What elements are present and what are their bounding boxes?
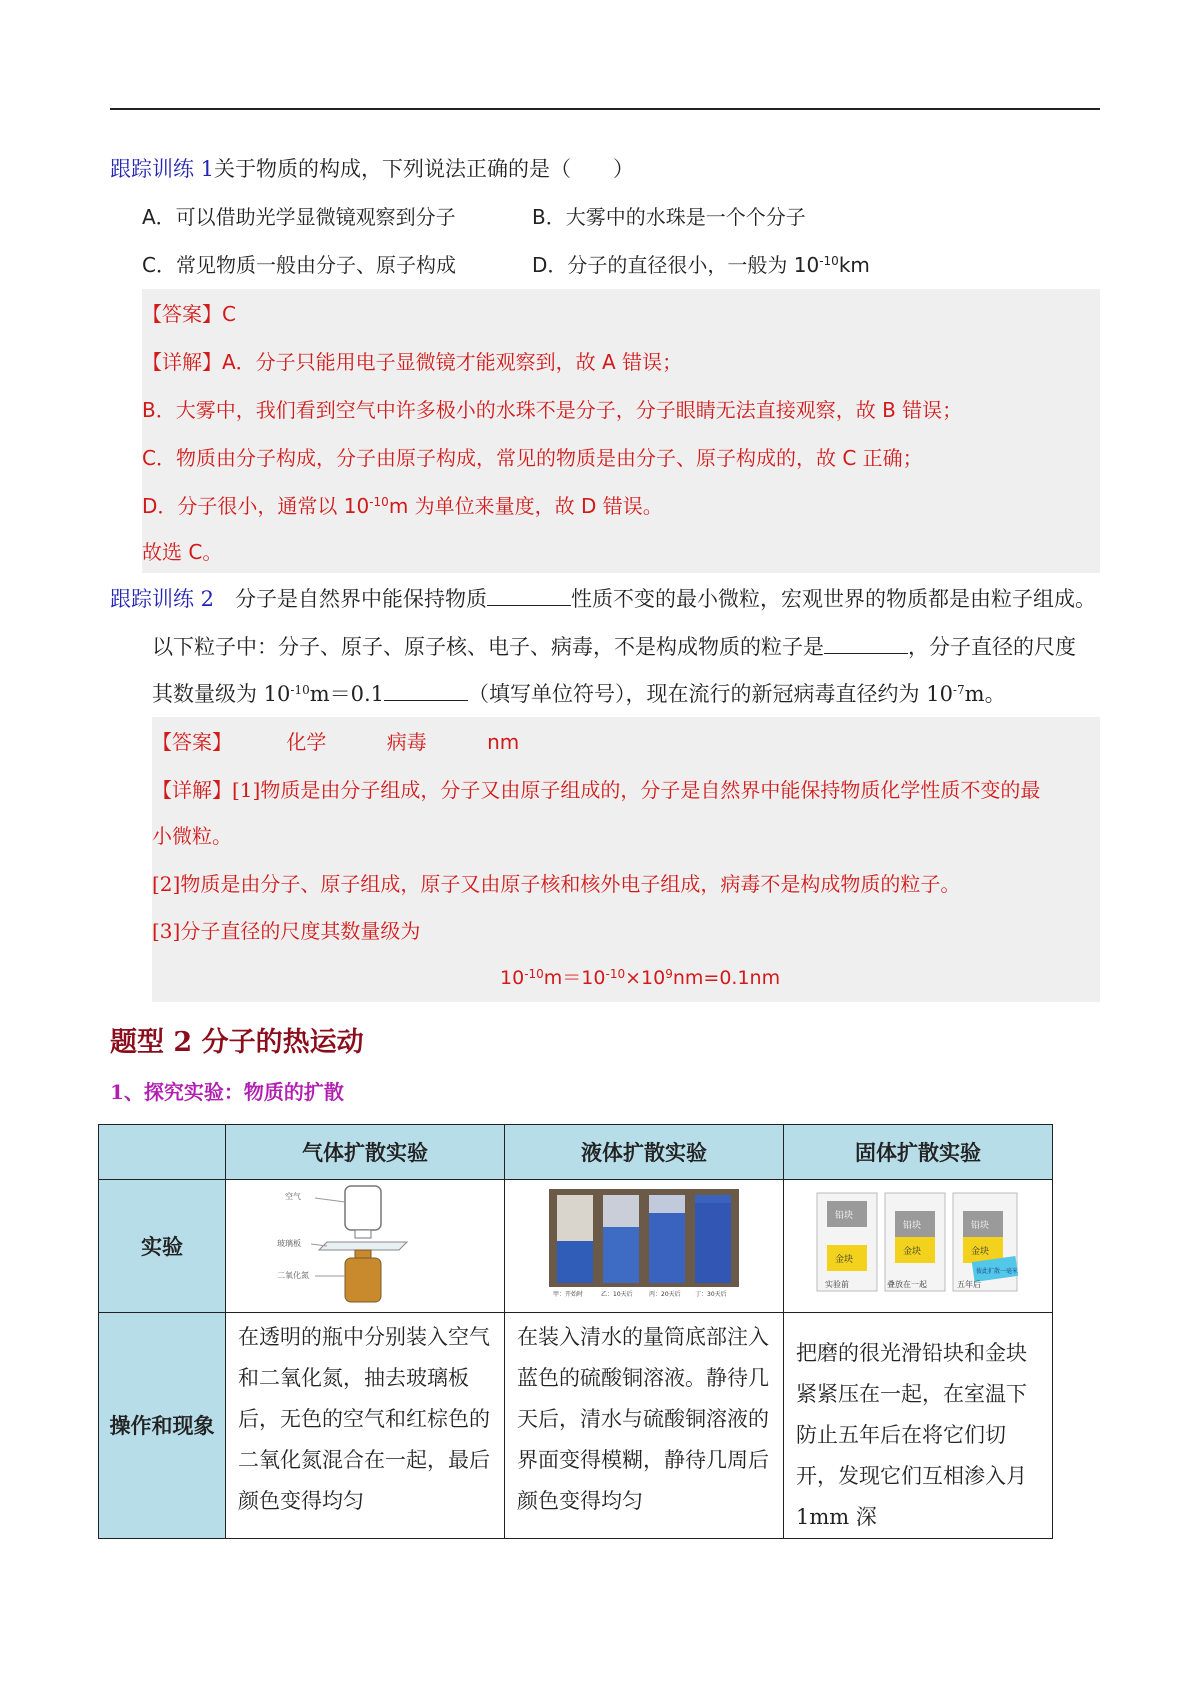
exp-d-exponent: -10 [369, 495, 389, 509]
explanation-2-c: [3]分子直径的尺度其数量级为 [152, 919, 421, 943]
lower-neck [355, 1250, 371, 1258]
explanation-2-a-cont: 小微粒。 [152, 824, 232, 848]
q2-text-d: ，分子直径的尺度 [908, 635, 1076, 659]
solid-experiment-image [784, 1180, 1053, 1313]
table-header-solid: 固体扩散实验 [784, 1125, 1053, 1180]
table-header-gas: 气体扩散实验 [226, 1125, 505, 1180]
explanation-2-b: [2]物质是由分子、原子组成，原子又由原子核和核外电子组成，病毒不是构成物质的粒子。 [152, 872, 961, 896]
option-d [532, 251, 870, 279]
exercise-2-line-1 [110, 585, 1096, 613]
upper-neck [355, 1230, 371, 1238]
gas-description: 在透明的瓶中分别装入空气和二氧化氮，抽去玻璃板后，无色的空气和红棕色的二氧化氮混合在一起，最后颜色变得均匀 [226, 1313, 505, 1539]
formula-exp-1: -10 [524, 967, 544, 981]
q2-text-e: 其数量级为 10 [152, 682, 291, 706]
lead-label-2: 铅块 [903, 1221, 922, 1231]
table-row-experiment [99, 1180, 1053, 1313]
option-c: C．常见物质一般由分子、原子构成 [142, 253, 456, 277]
exercise-2-label: 跟踪训练 2 [110, 587, 215, 611]
exercise-1-question [110, 155, 634, 183]
gold-label-1: 金块 [835, 1255, 854, 1265]
cylinder-4-liquid [695, 1203, 731, 1283]
formula-d: nm=0.1nm [672, 967, 781, 989]
row-label-operation: 操作和现象 [99, 1313, 226, 1539]
lead-label-3: 铅块 [971, 1221, 990, 1231]
explanation-1-a: 【详解】A．分子只能用电子显微镜才能观察到，故 A 错误； [142, 350, 683, 374]
q2-text-b: 性质不变的最小微粒，宏观世界的物质都是由粒子组成。 [571, 587, 1097, 611]
formula [500, 964, 780, 992]
answer-2-label: 【答案】 [152, 730, 232, 754]
gas-bottle-diagram [275, 1184, 455, 1304]
lead-label-1: 铅块 [835, 1211, 854, 1221]
caption-before: 实验前 [825, 1280, 849, 1289]
liquid-cylinders-photo [549, 1189, 739, 1299]
answer-box-2 [152, 717, 1100, 1002]
option-d-text: D．分子的直径很小，一般为 10 [532, 253, 820, 277]
formula-exp-3: 9 [665, 967, 673, 981]
formula-c: ×10 [625, 967, 666, 989]
option-a: A．可以借助光学显微镜观察到分子 [142, 205, 456, 229]
solid-blocks-diagram [813, 1189, 1023, 1299]
formula-exp-2: -10 [605, 967, 626, 981]
answer-2 [152, 728, 519, 756]
explanation-2-a: 【详解】[1]物质是由分子组成，分子又由原子组成的，分子是自然界中能保持物质化学性质不变的最 [152, 778, 1041, 802]
section-title: 题型 2 分子的热运动 [110, 1027, 364, 1058]
option-d-unit: km [838, 253, 870, 277]
q2-text-f: m＝0.1 [309, 682, 385, 706]
answer-2-value-1: 化学 [286, 730, 327, 754]
caption-stacked: 叠放在一起 [887, 1280, 927, 1289]
solid-description: 把磨的很光滑铅块和金块紧紧压在一起，在室温下防止五年后在将它们切开，发现它们互相渗入月 1mm 深 [784, 1313, 1053, 1539]
caption-after: 五年后 [957, 1280, 981, 1289]
caption-4: 丁：30天后 [695, 1291, 727, 1298]
label-no2: 二氧化氮 [277, 1271, 309, 1280]
glass-plate [319, 1242, 407, 1250]
explanation-1-b: B．大雾中，我们看到空气中许多极小的水珠不是分子，分子眼睛无法直接观察，故 B 错误； [142, 398, 963, 422]
answer-blank-2[interactable] [824, 633, 908, 654]
gas-experiment-image [226, 1180, 505, 1313]
cylinder-1-liquid [557, 1241, 593, 1283]
q2-exponent-1: -10 [290, 683, 310, 697]
answer-2-value-3: nm [487, 730, 520, 754]
label-plate: 玻璃板 [277, 1239, 301, 1248]
answer-blank-1[interactable] [487, 585, 571, 606]
lower-bottle [345, 1258, 381, 1302]
table-row-operation [99, 1313, 1053, 1539]
caption-3: 丙：20天后 [649, 1291, 681, 1298]
gold-label-3: 金块 [971, 1247, 990, 1257]
liquid-experiment-image [505, 1180, 784, 1313]
leader-air [315, 1198, 345, 1202]
q2-text-c: 以下粒子中：分子、原子、原子核、电子、病毒，不是构成物质的粒子是 [152, 635, 824, 659]
answer-2-value-2: 病毒 [386, 730, 427, 754]
callout-text: 彼此扩散一毫米 [976, 1268, 1019, 1275]
explanation-1-c: C．物质由分子构成，分子由原子构成，常见的物质是由分子、原子构成的，故 C 正确； [142, 446, 923, 470]
exercise-2-line-3 [152, 680, 1006, 708]
explanation-1-d [142, 492, 663, 520]
cylinder-3-liquid [649, 1213, 685, 1283]
header-rule [110, 108, 1100, 110]
answer-1: 【答案】C [142, 302, 236, 326]
gold-label-2: 金块 [903, 1247, 922, 1257]
q2-exponent-2: -7 [952, 683, 965, 697]
exercise-2-line-2 [152, 633, 1076, 661]
diffusion-table [98, 1124, 1053, 1539]
explanation-1-conclusion: 故选 C。 [142, 540, 223, 564]
caption-2: 乙：10天后 [601, 1291, 633, 1298]
option-d-exponent: -10 [819, 254, 839, 268]
exp-d-rest: m 为单位来量度，故 D 错误。 [388, 494, 663, 518]
q2-text-a: 分子是自然界中能保持物质 [235, 587, 488, 611]
row-label-experiment: 实验 [99, 1180, 226, 1313]
question-text: 关于物质的构成，下列说法正确的是（ ） [214, 157, 635, 181]
q2-text-g: （填写单位符号），现在流行的新冠病毒直径约为 10 [468, 682, 953, 706]
liquid-description: 在装入清水的量筒底部注入蓝色的硫酸铜溶液。静待几天后，清水与硫酸铜溶液的界面变得模糊，静待几周后颜色变得均匀 [505, 1313, 784, 1539]
cylinder-2-liquid [603, 1227, 639, 1283]
table-header-liquid: 液体扩散实验 [505, 1125, 784, 1180]
answer-blank-3[interactable] [384, 680, 468, 701]
label-air: 空气 [285, 1192, 301, 1201]
exp-d-text: D．分子很小，通常以 10 [142, 494, 370, 518]
table-header-blank [99, 1125, 226, 1180]
upper-bottle [345, 1186, 381, 1230]
formula-a: 10 [500, 967, 525, 989]
q2-text-h: m。 [964, 682, 1006, 706]
table-header-row [99, 1125, 1053, 1180]
section-subtitle: 1、探究实验：物质的扩散 [110, 1080, 344, 1104]
caption-1: 甲：开始时 [553, 1291, 584, 1298]
formula-b: m＝10 [543, 967, 606, 989]
option-b: B．大雾中的水珠是一个个分子 [532, 205, 806, 229]
answer-box-1 [142, 289, 1100, 573]
exercise-1-label: 跟踪训练 1 [110, 157, 215, 181]
